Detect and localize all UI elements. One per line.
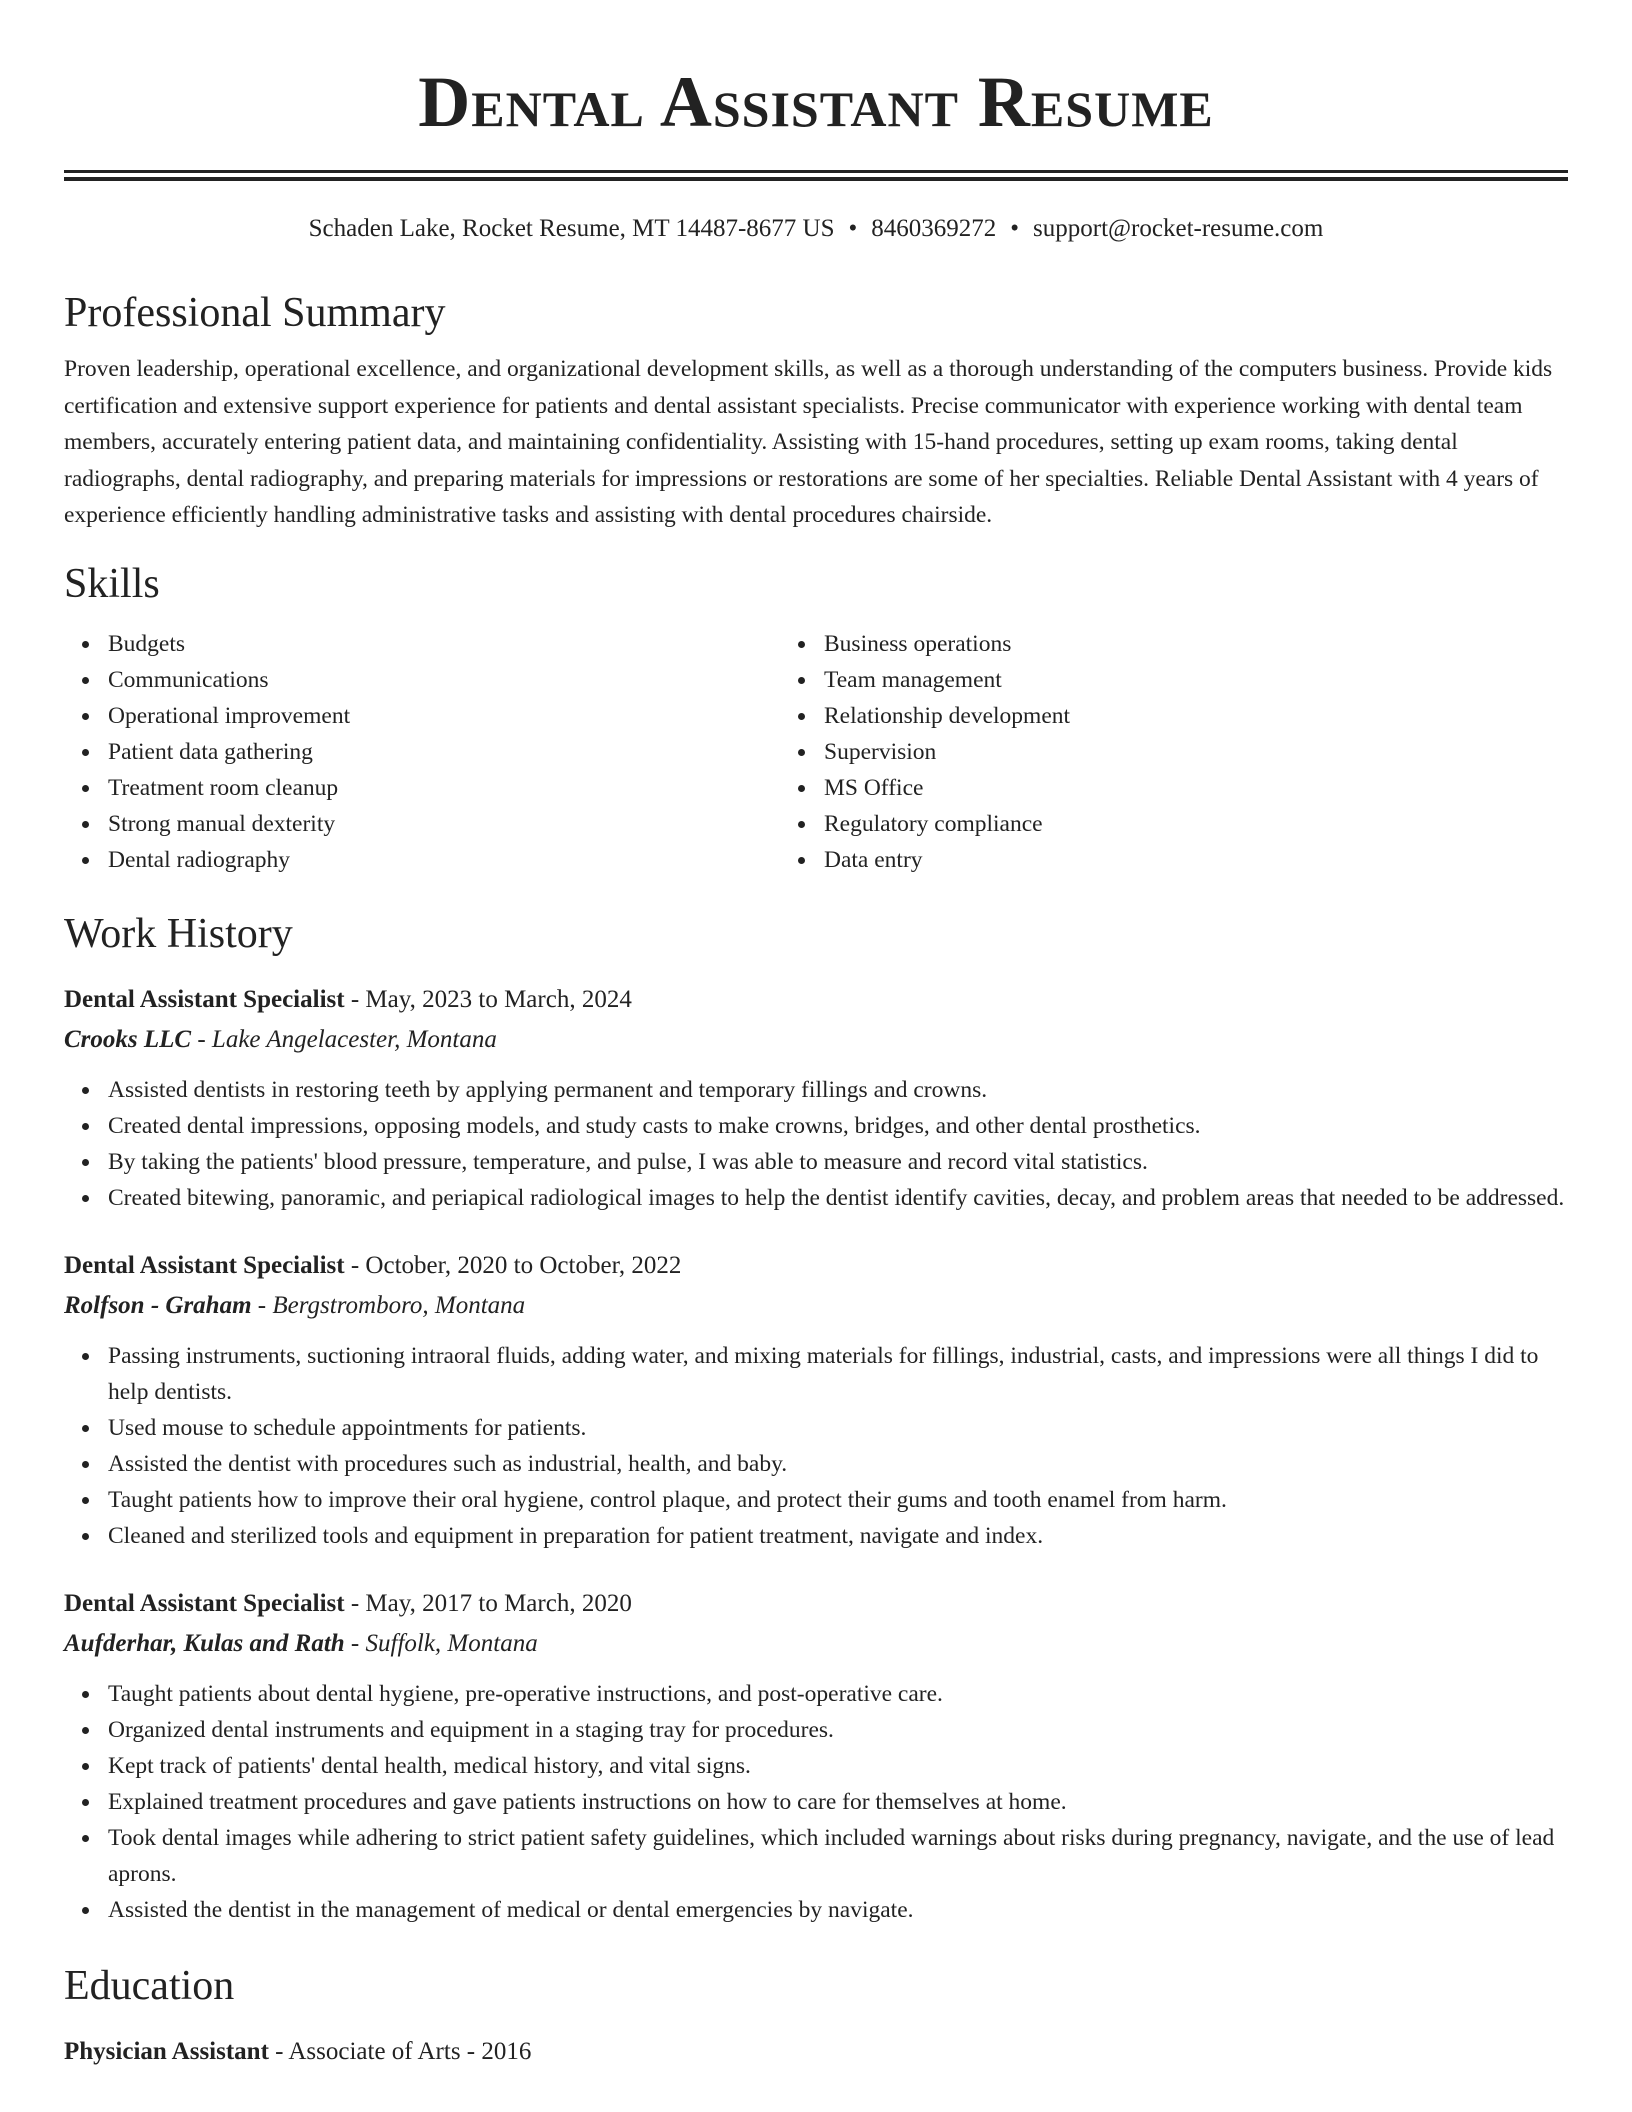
contact-email[interactable]: support@rocket-resume.com [1033,215,1324,242]
job-duty: Taught patients about dental hygiene, pre-operative instructions, and post-operative care. [108,1676,1568,1712]
resume-title: Dental Assistant Resume [418,62,1214,142]
job-duty: Organized dental instruments and equipment in a staging tray for procedures. [108,1712,1568,1748]
job-duties [64,1338,1568,1554]
job-title: Dental Assistant Specialist [64,1251,345,1279]
skill-item: Relationship development [824,698,1548,734]
work-history-heading: Work History [64,910,293,957]
skill-item: Supervision [824,734,1548,770]
skills-column-right [806,626,1548,878]
job-title: Dental Assistant Specialist [64,1589,345,1617]
job-dates: - May, 2023 to March, 2024 [344,985,632,1013]
job-title: Dental Assistant Specialist [64,985,345,1013]
company-location: - Lake Angelacester, Montana [191,1025,497,1053]
education-details: - Associate of Arts - 2016 [268,2037,532,2065]
job-duty: Assisted the dentist in the management of medical or dental emergencies by navigate. [108,1892,1568,1928]
skill-item: Communications [108,662,806,698]
skill-item: Dental radiography [108,842,806,878]
company-name: Aufderhar, Kulas and Rath [64,1629,345,1657]
skills-heading: Skills [64,560,160,607]
company-line [64,1020,1568,1060]
job-dates: - May, 2017 to March, 2020 [344,1589,632,1617]
skill-item: Treatment room cleanup [108,770,806,806]
job-duty: Cleaned and sterilized tools and equipment in preparation for patient treatment, navigate and index. [108,1518,1568,1554]
education-entry [64,2032,1568,2072]
skill-item: Regulatory compliance [824,806,1548,842]
summary-heading: Professional Summary [64,290,446,336]
job-duties [64,1676,1568,1928]
job-entry [64,1584,1568,1928]
skill-item: Patient data gathering [108,734,806,770]
education-degree: Physician Assistant [64,2037,269,2065]
company-line [64,1286,1568,1326]
skill-item: Data entry [824,842,1548,878]
job-duty: Passing instruments, suctioning intraoral fluids, adding water, and mixing materials for fillings, industrial, casts, and impressions were all things I did to help dentists. [108,1338,1568,1410]
company-name: Crooks LLC [64,1025,192,1053]
skill-item: Business operations [824,626,1548,662]
job-title-line [64,1584,1568,1624]
contact-separator: • [1010,215,1020,242]
title-divider [64,170,1568,181]
job-duty: Assisted dentists in restoring teeth by applying permanent and temporary fillings and crowns. [108,1072,1568,1108]
job-duties [64,1072,1568,1216]
skill-item: Strong manual dexterity [108,806,806,842]
skills-list [64,626,1568,878]
job-title-line [64,980,1568,1020]
contact-line [64,211,1568,247]
job-duty: Taught patients how to improve their oral hygiene, control plaque, and protect their gums and tooth enamel from harm. [108,1482,1568,1518]
job-dates: - October, 2020 to October, 2022 [344,1251,682,1279]
company-location: - Suffolk, Montana [344,1629,538,1657]
job-duty: Created dental impressions, opposing models, and study casts to make crowns, bridges, and other dental prosthetics. [108,1108,1568,1144]
company-line [64,1624,1568,1664]
job-duty: Kept track of patients' dental health, medical history, and vital signs. [108,1748,1568,1784]
contact-phone: 8460369272 [871,215,997,242]
skill-item: Operational improvement [108,698,806,734]
job-duty: Created bitewing, panoramic, and periapical radiological images to help the dentist identify cavities, decay, and problem areas that needed to be addressed. [108,1180,1568,1216]
job-duty: Took dental images while adhering to strict patient safety guidelines, which included warnings about risks during pregnancy, navigate, and the use of lead aprons. [108,1820,1568,1892]
job-duty: Assisted the dentist with procedures such as industrial, health, and baby. [108,1446,1568,1482]
job-entry [64,980,1568,1216]
skill-item: Team management [824,662,1548,698]
skill-item: Budgets [108,626,806,662]
job-duty: By taking the patients' blood pressure, temperature, and pulse, I was able to measure and record vital statistics. [108,1144,1568,1180]
contact-separator: • [848,215,858,242]
job-duty: Used mouse to schedule appointments for patients. [108,1410,1568,1446]
job-entry [64,1246,1568,1554]
company-location: - Bergstromboro, Montana [251,1291,526,1319]
contact-address: Schaden Lake, Rocket Resume, MT 14487-8677 US [308,215,835,242]
job-duty: Explained treatment procedures and gave patients instructions on how to care for themselves at home. [108,1784,1568,1820]
summary-text: Proven leadership, operational excellence, and organizational development skills, as well as a thorough understanding of the computers business. Provide kids certification and extensive support experience for patients and dental assistant specialists. Precise communicator with experience working with dental team members, accurately entering patient data, and maintaining confidentiality. Assisting with 15-hand procedures, setting up exam rooms, taking dental radiographs, dental radiography, and preparing materials for impressions or restorations are some of her specialties. Reliable Dental Assistant with 4 years of experience efficiently handling administrative tasks and assisting with dental procedures chairside. [64,356,1553,528]
job-title-line [64,1246,1568,1286]
company-name: Rolfson - Graham [64,1291,252,1319]
skill-item: MS Office [824,770,1548,806]
education-heading: Education [64,1962,235,2009]
skills-column-left [64,626,806,878]
